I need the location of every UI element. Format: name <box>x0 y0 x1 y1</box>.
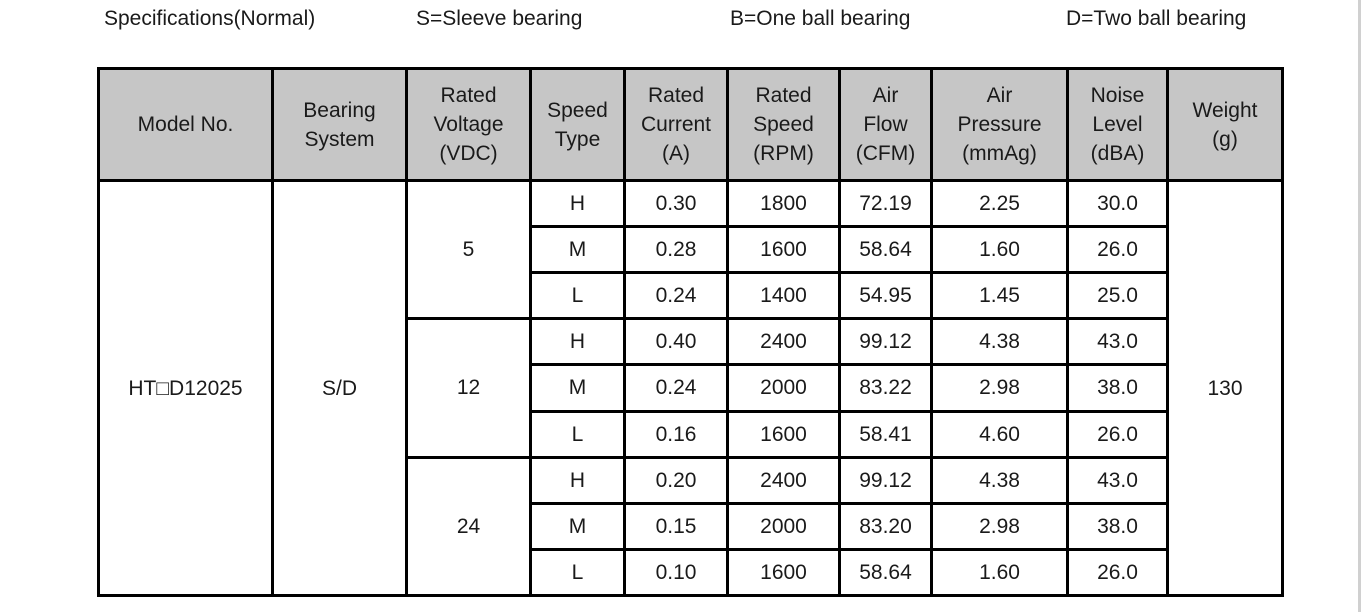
air-flow-cell: 58.64 <box>840 227 932 273</box>
rated-speed-cell: 1800 <box>728 181 840 227</box>
air-flow-cell: 72.19 <box>840 181 932 227</box>
air-pressure-cell: 2.98 <box>932 365 1068 411</box>
speed-type-cell: M <box>531 503 625 549</box>
rated-voltage-cell: 12 <box>407 319 531 457</box>
weight-cell: 130 <box>1168 181 1283 596</box>
one-ball-bearing-note: B=One ball bearing <box>730 7 911 30</box>
bearing-system-cell: S/D <box>273 181 407 596</box>
header-weight <box>1168 69 1283 181</box>
rated-current-cell: 0.30 <box>625 181 728 227</box>
rated-current-cell: 0.20 <box>625 457 728 503</box>
noise-level-cell: 26.0 <box>1068 227 1168 273</box>
header-line: Rated <box>755 84 812 107</box>
spec-table <box>97 67 1284 597</box>
speed-type-cell: M <box>531 365 625 411</box>
rated-current-cell: 0.24 <box>625 273 728 319</box>
rated-speed-cell: 1400 <box>728 273 840 319</box>
header-line: Air <box>986 84 1013 107</box>
speed-type-cell: L <box>531 549 625 595</box>
air-pressure-cell: 1.60 <box>932 549 1068 595</box>
air-flow-cell: 54.95 <box>840 273 932 319</box>
header-line: Flow <box>863 113 908 136</box>
air-pressure-cell: 2.98 <box>932 503 1068 549</box>
air-pressure-cell: 4.38 <box>932 319 1068 365</box>
header-air-pressure <box>932 69 1068 181</box>
header-line: System <box>304 127 375 151</box>
table-body <box>99 181 1283 596</box>
header-line: (VDC) <box>439 142 498 165</box>
header-line: Bearing <box>303 98 376 122</box>
rated-speed-cell: 2400 <box>728 319 840 365</box>
header-line: Noise <box>1090 84 1145 107</box>
header-rated-speed <box>728 69 840 181</box>
air-pressure-cell: 4.38 <box>932 457 1068 503</box>
header-row <box>99 69 1283 181</box>
noise-level-cell: 26.0 <box>1068 411 1168 457</box>
noise-level-cell: 26.0 <box>1068 549 1168 595</box>
air-flow-cell: 83.22 <box>840 365 932 411</box>
two-ball-bearing-note: D=Two ball bearing <box>1066 7 1247 30</box>
air-pressure-cell: 2.25 <box>932 181 1068 227</box>
noise-level-cell: 43.0 <box>1068 319 1168 365</box>
header-line: (dBA) <box>1090 142 1145 165</box>
rated-speed-cell: 2000 <box>728 365 840 411</box>
header-line: Pressure <box>957 113 1042 136</box>
sleeve-bearing-note: S=Sleeve bearing <box>416 7 583 30</box>
noise-level-cell: 25.0 <box>1068 273 1168 319</box>
air-flow-cell: 99.12 <box>840 457 932 503</box>
rated-current-cell: 0.24 <box>625 365 728 411</box>
header-line: Model No. <box>137 113 234 136</box>
header-line: Level <box>1092 113 1143 136</box>
noise-level-cell: 30.0 <box>1068 181 1168 227</box>
rated-voltage-cell: 24 <box>407 457 531 595</box>
rated-voltage-cell: 5 <box>407 181 531 319</box>
speed-type-cell: M <box>531 227 625 273</box>
header-model-no <box>99 69 273 181</box>
header-line: (A) <box>662 142 690 165</box>
header-line: Weight <box>1192 98 1258 122</box>
header-line: (mmAg) <box>962 142 1037 165</box>
rated-speed-cell: 1600 <box>728 227 840 273</box>
table-row <box>99 181 1283 227</box>
speed-type-cell: H <box>531 319 625 365</box>
rated-current-cell: 0.28 <box>625 227 728 273</box>
rated-speed-cell: 1600 <box>728 549 840 595</box>
spec-title: Specifications(Normal) <box>104 7 316 30</box>
header-rated-voltage <box>407 69 531 181</box>
noise-level-cell: 38.0 <box>1068 365 1168 411</box>
header-air-flow <box>840 69 932 181</box>
header-line: Current <box>640 113 712 136</box>
header-line: Rated <box>440 84 497 107</box>
header-rated-current <box>625 69 728 181</box>
air-pressure-cell: 4.60 <box>932 411 1068 457</box>
rated-current-cell: 0.15 <box>625 503 728 549</box>
air-pressure-cell: 1.45 <box>932 273 1068 319</box>
header-line: Air <box>872 84 899 107</box>
speed-type-cell: H <box>531 457 625 503</box>
header-bearing-system <box>273 69 407 181</box>
header-line: Speed <box>753 113 814 136</box>
header-speed-type <box>531 69 625 181</box>
header-line: (RPM) <box>753 142 814 165</box>
header-line: Speed <box>547 98 608 122</box>
rated-current-cell: 0.40 <box>625 319 728 365</box>
model-no-cell: HT□D12025 <box>99 181 273 596</box>
speed-type-cell: L <box>531 273 625 319</box>
header-line: (CFM) <box>855 142 916 165</box>
noise-level-cell: 43.0 <box>1068 457 1168 503</box>
header-line: Type <box>554 127 601 151</box>
header-line: Voltage <box>433 113 504 136</box>
air-flow-cell: 58.41 <box>840 411 932 457</box>
rated-speed-cell: 1600 <box>728 411 840 457</box>
header-line: (g) <box>1212 127 1238 151</box>
speed-type-cell: L <box>531 411 625 457</box>
rated-current-cell: 0.16 <box>625 411 728 457</box>
air-flow-cell: 99.12 <box>840 319 932 365</box>
noise-level-cell: 38.0 <box>1068 503 1168 549</box>
air-flow-cell: 83.20 <box>840 503 932 549</box>
air-pressure-cell: 1.60 <box>932 227 1068 273</box>
header-line: Rated <box>647 84 705 107</box>
header-noise-level <box>1068 69 1168 181</box>
rated-speed-cell: 2400 <box>728 457 840 503</box>
rated-speed-cell: 2000 <box>728 503 840 549</box>
rated-current-cell: 0.10 <box>625 549 728 595</box>
air-flow-cell: 58.64 <box>840 549 932 595</box>
speed-type-cell: H <box>531 181 625 227</box>
